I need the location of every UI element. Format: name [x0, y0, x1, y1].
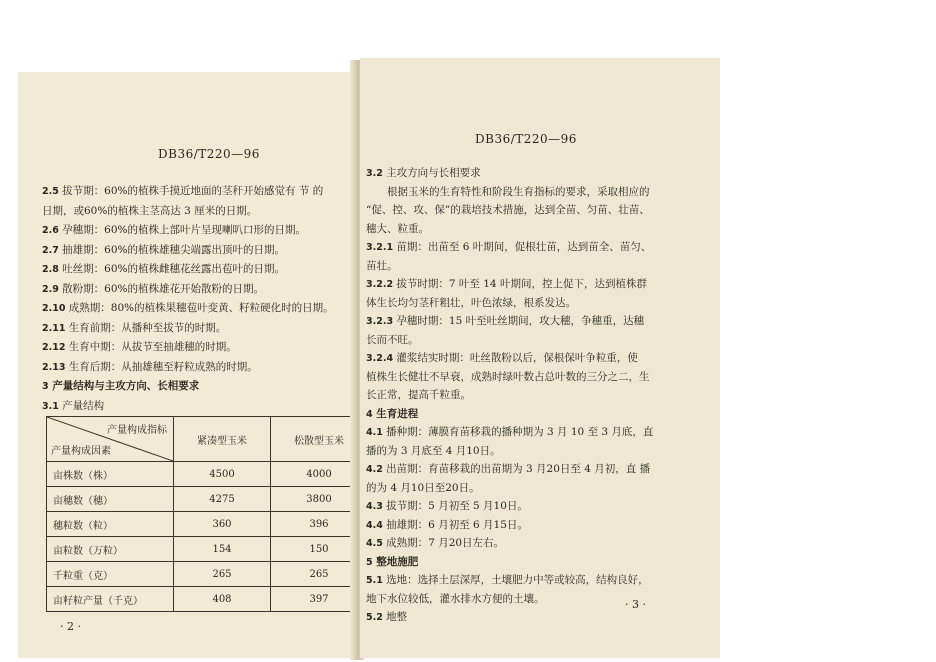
line-text: 穗大、粒重。 [366, 222, 429, 235]
line-text: 生育后期：从抽雄穗至籽粒成熟的时期。 [65, 360, 258, 373]
text-line [366, 259, 398, 273]
text-line [366, 370, 650, 384]
line-text: 地下水位较低，灌水排水方便的土壤。 [366, 592, 545, 605]
table-row [47, 512, 368, 537]
line-text: 孕穗期：60%的植株上部叶片呈现喇叭口形的日期。 [58, 224, 307, 236]
line-text: 播的为 3 月底至 4 月10日。 [366, 444, 501, 457]
text-line [366, 388, 471, 402]
section-number: 2.6 [42, 225, 59, 236]
line-text: 生育进程 [372, 407, 419, 420]
line-text: 产量结构与主攻方向、长相要求 [48, 380, 200, 392]
text-line [366, 240, 651, 255]
line-text: 产量结构 [58, 399, 105, 412]
factor-cell: 亩穗数（穗） [47, 487, 174, 512]
line-text: 拔节期：5 月初至 5 月10日。 [382, 500, 528, 512]
section-number: 4.3 [366, 501, 383, 512]
line-text: 灌浆结实时期：吐丝散粉以后，保根保叶争粒重，使 [393, 352, 638, 364]
text-line [42, 282, 264, 297]
line-text: 植株生长健壮不早衰，成熟时绿叶数占总叶数的三分之二，生 [366, 370, 650, 383]
loose-value-cell: 396 [271, 512, 368, 537]
text-line [42, 223, 306, 238]
text-line [366, 351, 638, 366]
section-number: 4.5 [366, 538, 383, 549]
line-text: “促、控、攻、保”的栽培技术措施，达到全苗、匀苗、壮苗、 [366, 204, 650, 216]
line-text: 主攻方向与长相要求 [382, 167, 481, 179]
section-number: 5.1 [366, 575, 383, 586]
text-line [42, 379, 199, 394]
line-text: 播种期：薄膜育苗移栽的播种期为 3 月 10 至 3 月底，直 [382, 426, 654, 438]
right-page-number: · 3 · [625, 598, 646, 611]
column-header-compact: 紧凑型玉米 [174, 417, 271, 462]
compact-value-cell: 408 [174, 587, 271, 612]
text-line [366, 481, 480, 495]
text-line [366, 425, 653, 440]
section-number: 3.2.4 [366, 353, 394, 364]
loose-value-cell: 265 [271, 562, 368, 587]
compact-value-cell: 265 [174, 562, 271, 587]
text-line [366, 462, 650, 477]
compact-value-cell: 360 [174, 512, 271, 537]
left-page [18, 72, 360, 658]
line-text: 吐丝期：60%的植株雌穗花丝露出苞叶的日期。 [58, 263, 286, 275]
section-number: 2.5 [42, 186, 59, 197]
left-page-header: DB36/T220—96 [158, 147, 260, 161]
line-text: 长正常，提高千粒重。 [366, 389, 471, 401]
table-row [47, 462, 368, 487]
text-line [366, 296, 576, 310]
line-text: 苗期：出苗至 6 叶期间，促根壮苗，达到苗全、苗匀、 [393, 241, 652, 253]
right-page [360, 58, 720, 658]
text-line [42, 204, 257, 218]
text-line [366, 185, 650, 199]
line-text: 苗壮。 [366, 259, 398, 272]
text-line [366, 592, 545, 606]
line-text: 拔节时期：7 叶至 14 叶期间，控上促下，达到植株群 [393, 278, 647, 290]
text-line [42, 243, 285, 258]
line-text: 日期，或60%的植株主茎高达 3 厘米的日期。 [42, 204, 258, 217]
line-text: 散粉期：60%的植株雄花开始散粉的日期。 [58, 282, 265, 295]
table-corner-cell [47, 417, 174, 462]
section-number: 2.12 [42, 342, 66, 353]
section-number: 2.9 [42, 283, 59, 295]
factor-cell: 亩株数（株） [47, 462, 174, 487]
text-line [42, 321, 226, 336]
section-number: 3.2.1 [366, 242, 394, 253]
text-line [42, 301, 334, 316]
text-line [42, 340, 237, 355]
line-text: 长而不旺。 [366, 333, 419, 346]
loose-value-cell: 4000 [271, 462, 368, 487]
section-number: 3.2 [366, 168, 383, 179]
text-line [42, 262, 285, 277]
line-text: 抽雄期：6 月初至 6 月15日。 [382, 518, 528, 531]
section-number: 3.2.2 [366, 279, 394, 290]
section-number: 5 [366, 556, 373, 568]
factor-cell: 千粒重（克） [47, 562, 174, 587]
left-page-number: · 2 · [60, 620, 81, 633]
line-text: 抽雄期：60%的植株雄穗尖端露出顶叶的日期。 [58, 243, 286, 256]
text-line [366, 166, 481, 181]
table-row [47, 537, 368, 562]
section-number: 4 [366, 408, 373, 420]
text-line [366, 555, 418, 570]
table-row [47, 562, 368, 587]
line-text: 拔节期：60%的植株手摸近地面的茎秆开始感觉有 节 的 [58, 185, 324, 197]
loose-value-cell: 3800 [271, 487, 368, 512]
section-number: 2.10 [42, 303, 66, 314]
section-number: 3.2.3 [366, 316, 394, 327]
line-text: 生育前期：从播种至拔节的时期。 [65, 321, 227, 334]
text-line [366, 536, 504, 551]
text-line [366, 314, 644, 329]
compact-value-cell: 4275 [174, 487, 271, 512]
text-line [366, 573, 649, 588]
table-row [47, 587, 368, 612]
factor-cell: 穗粒数（粒） [47, 512, 174, 537]
text-line [366, 499, 528, 514]
text-line [366, 610, 407, 625]
text-line [42, 360, 258, 375]
yield-structure-table [46, 416, 368, 612]
section-number: 4.1 [366, 427, 383, 438]
table-row [47, 487, 368, 512]
text-line [366, 203, 650, 217]
section-number: 4.2 [366, 464, 383, 475]
table-body [47, 462, 368, 612]
section-number: 2.11 [42, 322, 66, 334]
corner-bottom-label: 产量构成因素 [51, 446, 111, 457]
section-number: 3.1 [42, 400, 59, 412]
factor-cell: 亩粒数（万粒） [47, 537, 174, 562]
loose-value-cell: 397 [271, 587, 368, 612]
corner-top-label: 产量构成指标 [107, 425, 167, 436]
line-text: 整地施肥 [372, 555, 419, 568]
text-line [366, 277, 647, 292]
section-number: 2.7 [42, 244, 59, 256]
line-text: 成熟期：80%的植株果穗苞叶变黄、籽粒硬化时的日期。 [65, 302, 334, 314]
text-line [366, 444, 501, 458]
right-page-header: DB36/T220—96 [475, 132, 577, 146]
compact-value-cell: 4500 [174, 462, 271, 487]
factor-cell: 亩籽粒产量（千克） [47, 587, 174, 612]
table-header-row [47, 417, 368, 462]
text-line [366, 407, 418, 422]
line-text: 出苗期：育苗移栽的出苗期为 3 月20日至 4 月初，直 播 [382, 463, 651, 475]
text-line [42, 184, 323, 199]
column-header-loose: 松散型玉米 [271, 417, 368, 462]
section-number: 3 [42, 381, 49, 392]
line-text: 根据玉米的生育特性和阶段生育指标的要求，采取相应的 [366, 185, 650, 198]
section-number: 4.4 [366, 519, 383, 531]
section-number: 5.2 [366, 612, 383, 623]
line-text: 的为 4 月10日至20日。 [366, 481, 480, 494]
line-text: 地整 [382, 611, 408, 623]
line-text: 生育中期：从拔节至抽雄穗的时期。 [65, 341, 237, 353]
loose-value-cell: 150 [271, 537, 368, 562]
line-text: 选地：选择土层深厚，土壤肥力中等或较高，结构良好， [382, 574, 649, 586]
text-line [42, 399, 104, 414]
text-line [366, 333, 419, 347]
line-text: 成熟期：7 月20日左右。 [382, 537, 505, 549]
text-line [366, 222, 429, 236]
text-line [366, 518, 528, 533]
line-text: 孕穗时期：15 叶至吐丝期间，攻大穗，争穗重，达穗 [393, 315, 645, 327]
compact-value-cell: 154 [174, 537, 271, 562]
line-text: 体生长均匀茎秆粗壮，叶色浓绿，根系发达。 [366, 296, 576, 309]
section-number: 2.13 [42, 361, 66, 373]
section-number: 2.8 [42, 264, 59, 275]
